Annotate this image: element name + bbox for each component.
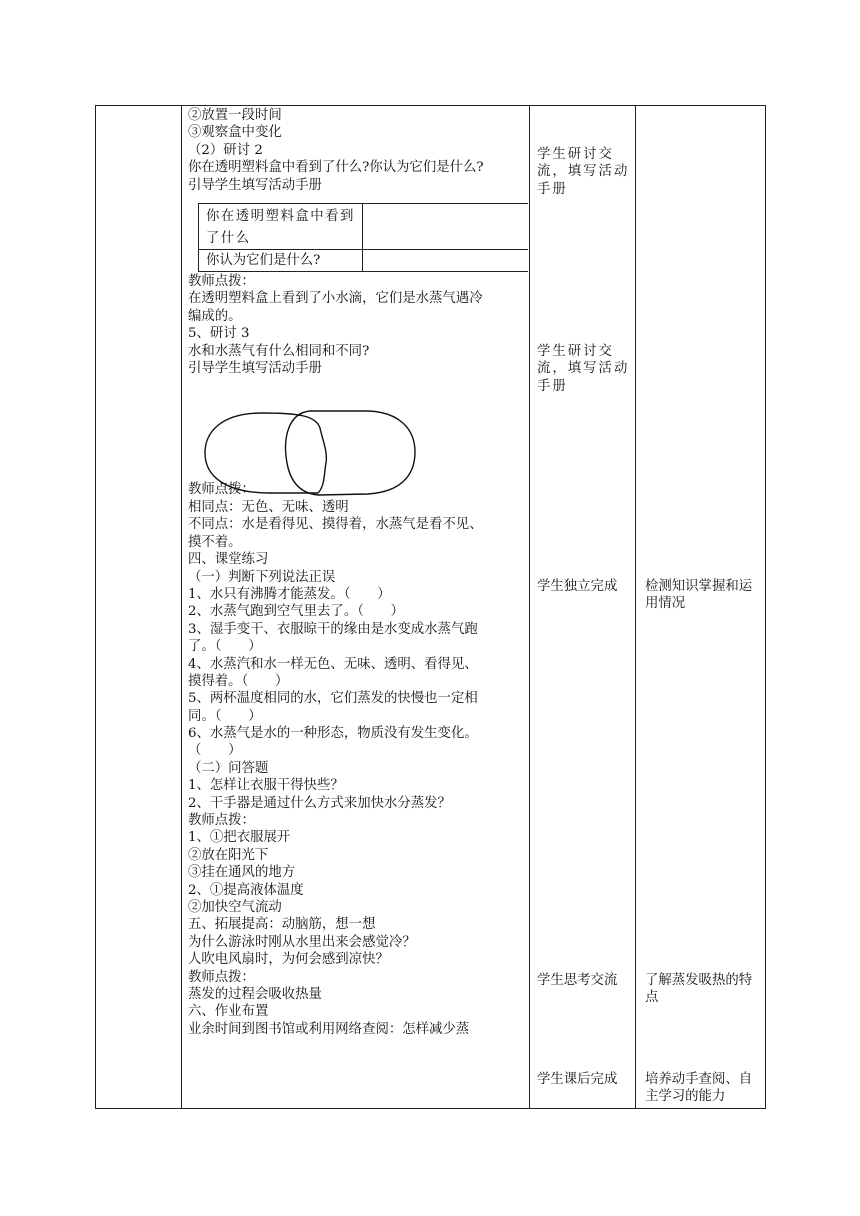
design-intent-1: 检测知识掌握和运用情况 <box>645 579 753 612</box>
content-line: 水和水蒸气有什么相同和不同? <box>188 343 370 359</box>
lesson-content-part-a <box>188 107 526 194</box>
design-intent-2: 了解蒸发吸热的特点 <box>645 973 753 1006</box>
column-divider-1 <box>181 105 182 1109</box>
content-line: ③观察盒中变化 <box>188 125 282 141</box>
venn-caption: 教师点拨： <box>188 482 255 497</box>
venn-right-ellipse <box>286 411 415 495</box>
worksheet-top-border <box>198 203 528 204</box>
content-line: 摸不着。 <box>188 534 242 550</box>
content-line: （ ） <box>188 743 242 759</box>
content-line: 2、①提高液体温度 <box>188 882 304 898</box>
content-line: ②放在阳光下 <box>188 847 269 863</box>
design-intent-3: 培养动手查阅、自主学习的能力 <box>645 1072 753 1105</box>
content-line: 同。（ ） <box>188 708 262 724</box>
column-divider-2 <box>529 105 530 1109</box>
content-line: 六、作业布置 <box>188 1004 269 1020</box>
content-line: 1、水只有沸腾才能蒸发。（ ） <box>188 586 391 602</box>
table-bottom-border <box>95 1108 766 1109</box>
content-line: 蒸发的过程会吸收热量 <box>188 986 322 1002</box>
content-line: 五、拓展提高：动脑筋，想一想 <box>188 917 376 933</box>
student-activity-4: 学生思考交流 <box>537 973 618 988</box>
worksheet-question-2: 你认为它们是什么? <box>206 253 321 268</box>
content-line: 人吹电风扇时，为何会感到凉快？ <box>188 952 389 968</box>
lesson-content-part-b <box>188 273 526 377</box>
content-line: （2）研讨 2 <box>188 142 263 158</box>
worksheet-question-1: 你在透明塑料盒中看到了什么 <box>206 209 355 246</box>
content-line: 你在透明塑料盒中看到了什么?你认为它们是什么? <box>188 160 484 176</box>
content-line: ③挂在通风的地方 <box>188 865 296 881</box>
content-line: 5、研讨 3 <box>188 326 250 342</box>
content-line: 2、水蒸气跑到空气里去了。（ ） <box>188 604 405 620</box>
worksheet-bottom-border <box>198 271 528 272</box>
content-line: 3、湿手变干、衣服晾干的缘由是水变成水蒸气跑 <box>188 621 478 637</box>
content-line: 摸得着。（ ） <box>188 673 289 689</box>
lesson-content-part-c <box>188 499 526 1038</box>
student-activity-2: 学生研讨交流，填写活动手册 <box>537 344 630 394</box>
content-line: ②加快空气流动 <box>188 899 282 915</box>
content-line: 引导学生填写活动手册 <box>188 177 322 193</box>
content-line: 教师点拨： <box>188 274 255 289</box>
content-line: 6、水蒸气是水的一种形态，物质没有发生变化。 <box>188 726 478 742</box>
content-line: ②放置一段时间 <box>188 108 282 123</box>
student-activity-3: 学生独立完成 <box>537 579 618 594</box>
content-line: 不同点：水是看得见、摸得着，水蒸气是看不见、 <box>188 517 483 533</box>
content-line: （二）问答题 <box>188 760 269 776</box>
content-line: 2、干手器是通过什么方式来加快水分蒸发？ <box>188 795 451 811</box>
content-line: 1、怎样让衣服干得快些？ <box>188 778 344 794</box>
worksheet-table <box>198 203 528 271</box>
content-line: 教师点拨： <box>188 813 255 829</box>
content-line: 编成的。 <box>188 308 242 324</box>
content-line: 1、①把衣服展开 <box>188 830 291 846</box>
column-divider-3 <box>635 105 636 1109</box>
content-line: 教师点拨： <box>188 969 255 985</box>
content-line: 引导学生填写活动手册 <box>188 360 322 376</box>
content-line: 业余时间到图书馆或利用网络查阅：怎样减少蒸 <box>188 1021 470 1037</box>
content-line: 4、水蒸汽和水一样无色、无味、透明、看得见、 <box>188 656 478 672</box>
student-activity-5: 学生课后完成 <box>537 1072 618 1087</box>
worksheet-left-border <box>198 203 199 272</box>
content-line: （一）判断下列说法正误 <box>188 569 336 585</box>
content-line: 在透明塑料盒上看到了小水滴，它们是水蒸气遇冷 <box>188 291 483 307</box>
content-line: 5、两杯温度相同的水，它们蒸发的快慢也一定相 <box>188 691 478 707</box>
table-right-border <box>765 105 766 1109</box>
student-activity-1: 学生研讨交流，填写活动手册 <box>537 147 630 197</box>
table-top-border <box>95 105 766 106</box>
table-left-border <box>95 105 96 1109</box>
content-line: 相同点：无色、无味、透明 <box>188 500 349 515</box>
content-line: 四、课堂练习 <box>188 552 269 568</box>
content-line: 了。（ ） <box>188 639 262 655</box>
content-line: 为什么游泳时刚从水里出来会感觉冷？ <box>188 934 416 950</box>
